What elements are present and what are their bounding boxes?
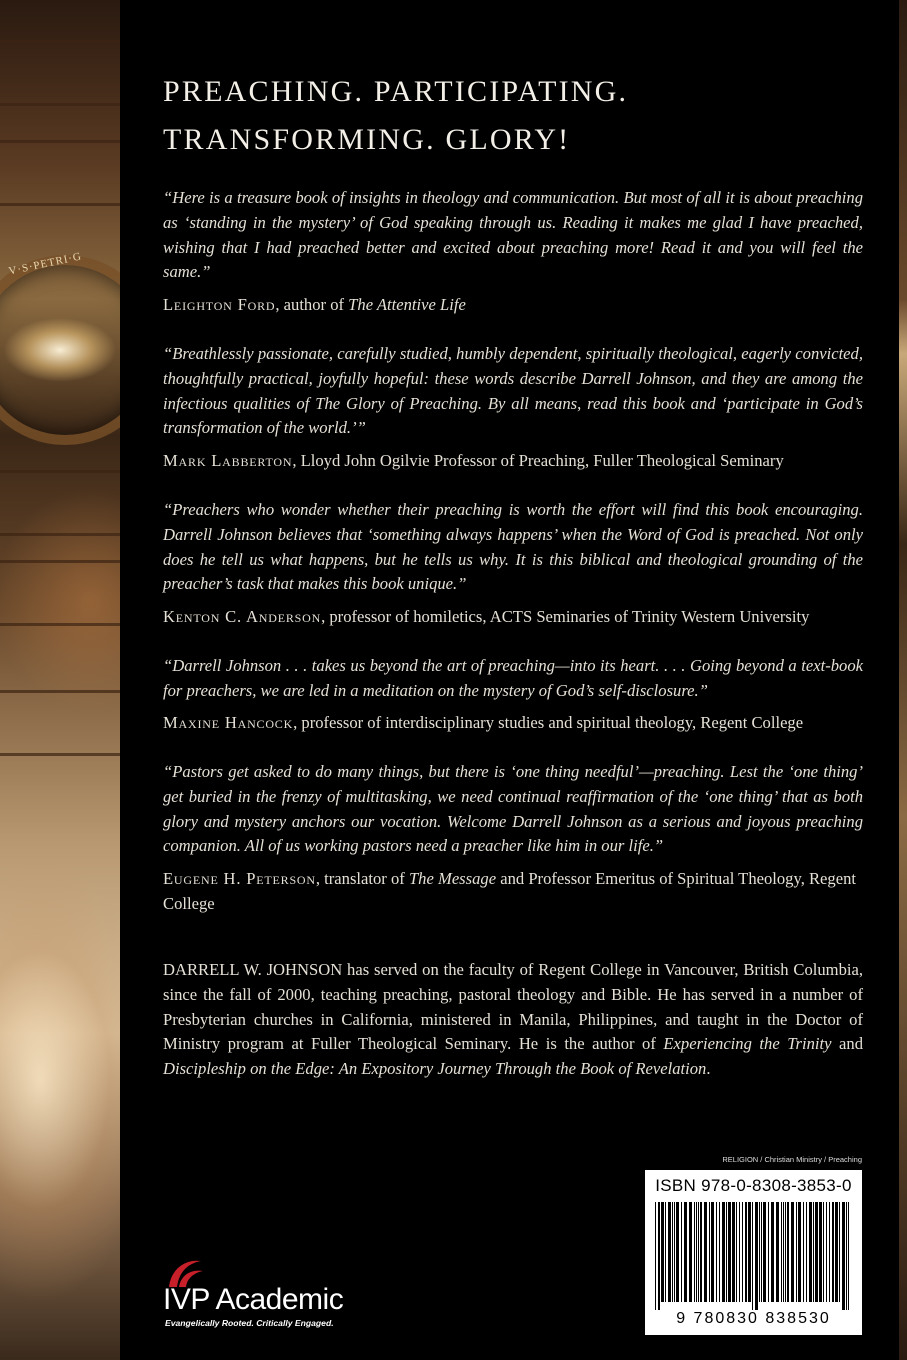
barcode-bar	[709, 1202, 710, 1302]
barcode-bar	[783, 1202, 784, 1302]
author-book-1: Experiencing the Trinity	[663, 1034, 832, 1054]
author-bio-and: and	[831, 1034, 863, 1054]
barcode-bar	[813, 1202, 814, 1302]
barcode-bar	[823, 1202, 824, 1302]
endorser-role-continued: and Professor Emeritus of Spiritual Theology, Regent College	[163, 869, 856, 913]
barcode-bar	[704, 1202, 707, 1302]
endorser-name: Mark Labberton	[163, 451, 293, 470]
barcode-bar	[700, 1202, 702, 1302]
barcode-bar	[759, 1202, 760, 1302]
barcode-bar	[722, 1202, 725, 1302]
barcode-bar	[785, 1202, 786, 1302]
author-name: DARRELL W. JOHNSON	[163, 960, 343, 979]
barcode-bar	[698, 1202, 699, 1302]
barcode-bar	[736, 1202, 737, 1302]
barcode-bar	[665, 1202, 666, 1302]
barcode-graphic	[653, 1202, 853, 1310]
publisher-tagline: Evangelically Rooted. Critically Engaged.	[165, 1318, 334, 1328]
barcode-bar	[755, 1202, 758, 1310]
barcode-bar	[768, 1202, 769, 1302]
barcode-bar	[806, 1202, 807, 1302]
barcode-bar	[732, 1202, 735, 1302]
barcode-bar	[752, 1202, 753, 1310]
endorser-book-title: The Message	[408, 869, 497, 888]
endorser-name: Eugene H. Peterson	[163, 869, 316, 888]
barcode-bar	[719, 1202, 720, 1302]
barcode-bar	[728, 1202, 731, 1302]
isbn-label: ISBN 978-0-8308-3853-0	[655, 1176, 852, 1195]
barcode-bar	[748, 1202, 751, 1302]
cover-headline	[163, 68, 863, 164]
barcode-bar	[674, 1202, 675, 1302]
endorser-name: Kenton C. Anderson	[163, 607, 322, 626]
dome-inscription: V·S·PETRI·G	[7, 250, 83, 278]
barcode-bar	[839, 1202, 840, 1302]
barcode-digits: 9 780830 838530	[676, 1310, 831, 1327]
barcode-bar	[761, 1202, 762, 1302]
barcode-bar	[661, 1202, 664, 1302]
barcode-bar	[763, 1202, 766, 1302]
coffer-band	[0, 690, 120, 756]
barcode-bar	[672, 1202, 673, 1302]
endorser-name: Leighton Ford	[163, 295, 276, 314]
barcode-bar	[745, 1202, 747, 1302]
barcode-bar	[815, 1202, 818, 1302]
isbn-barcode-block	[645, 1170, 862, 1335]
endorsement-quote: “Breathlessly passionate, carefully studied, humbly dependent, spiritually theological, eagerly convicted, thoughtfully practical, joyfully hopeful: these words describe Darrell Johnson, and they are among the infectious qualities of The Glory of Preaching. By all means, read this book and ‘participate in God’s transformation of the world.’”	[163, 344, 863, 438]
barcode-bar	[696, 1202, 697, 1302]
endorser-role: , author of	[275, 295, 349, 314]
barcode-bar	[658, 1202, 660, 1310]
barcode-bar	[726, 1202, 727, 1302]
publisher-logo	[163, 1255, 373, 1327]
barcode-bar	[781, 1202, 782, 1302]
endorser-role: , professor of homiletics, ACTS Seminaries of Trinity Western University	[321, 607, 810, 626]
endorsement-attribution	[163, 293, 863, 318]
coffer-band	[0, 140, 120, 206]
barcode-bar	[829, 1202, 830, 1302]
barcode-bar	[842, 1202, 845, 1310]
endorser-role: , translator of	[315, 869, 409, 888]
endorsement-quote: “Here is a treasure book of insights in theology and communication. But most of all it is about preaching as ‘standing in the mystery’ of God speaking through us. Reading it makes me glad I have preached, wishing that I had preached better and excited about preaching more! Read it and you will feel the same.”	[163, 188, 863, 282]
endorser-book-title: The Attentive Life	[348, 295, 466, 314]
author-bio-end: .	[706, 1059, 711, 1079]
barcode-bar	[681, 1202, 682, 1302]
author-bio	[163, 958, 863, 1082]
barcode-bar	[819, 1202, 822, 1302]
subject-category: RELIGION / Christian Ministry / Preaching	[722, 1155, 862, 1164]
barcode-bar	[668, 1202, 671, 1302]
barcode-bar	[655, 1202, 656, 1310]
barcode-bar	[803, 1202, 804, 1302]
headline-line-2: TRANSFORMING. GLORY!	[163, 123, 571, 156]
headline-line-1: PREACHING. PARTICIPATING.	[163, 75, 629, 108]
barcode-bar	[832, 1202, 834, 1302]
coffer-band	[0, 470, 120, 536]
barcode-bar	[848, 1202, 849, 1310]
barcode-bar	[716, 1202, 717, 1302]
endorsement-attribution	[163, 449, 863, 474]
endorsement-quote: “Preachers who wonder whether their preaching is worth the effort will find this book encouraging. Darrell Johnson believes that ‘something always happens’ when the Word of God is preached. Not only does he tell us what happens, but he tells us why. It is this biblical and theological grounding of the preacher’s task that makes this book unique.”	[163, 500, 863, 594]
coffer-band	[0, 560, 120, 626]
endorser-role: , Lloyd John Ogilvie Professor of Preaching, Fuller Theological Seminary	[292, 451, 784, 470]
barcode-bar	[742, 1202, 743, 1302]
endorsement-attribution	[163, 711, 863, 736]
barcode-bar	[694, 1202, 695, 1302]
barcode-bar	[826, 1202, 827, 1302]
barcode-bar	[771, 1202, 774, 1302]
barcode-bar	[809, 1202, 812, 1302]
barcode-bar	[846, 1202, 847, 1310]
barcode-bar	[791, 1202, 794, 1302]
author-bio-text: has served on the faculty of Regent College in Vancouver, British Columbia, since the fall of 2000, teaching preaching, pastoral theology and Bible. He has served in a number of Presbyterian churches in California, ministered in Manila, Philippines, and taught in the Doctor of Ministry program at Fuller Theological Seminary. He is the author of	[163, 960, 863, 1054]
cover-artwork-dome	[0, 0, 120, 1360]
publisher-name: IVP Academic	[163, 1283, 344, 1316]
endorser-role: , professor of interdisciplinary studies and spiritual theology, Regent College	[293, 713, 804, 732]
cover-artwork-edge	[899, 0, 907, 1360]
endorsement-quote: “Darrell Johnson . . . takes us beyond the art of preaching—into its heart. . . . Going beyond a text-book for preachers, we are led in a meditation on the mystery of God’s self-disclosure.”	[163, 656, 863, 700]
barcode-bar	[787, 1202, 789, 1302]
barcode-bar	[711, 1202, 714, 1302]
endorser-name: Maxine Hancock	[163, 713, 294, 732]
endorsement-attribution	[163, 605, 863, 630]
barcode-bar	[796, 1202, 797, 1302]
barcode-bar	[835, 1202, 838, 1302]
coffer-band	[0, 40, 120, 106]
barcode-bar	[798, 1202, 801, 1302]
barcode-bar	[676, 1202, 679, 1302]
barcode-bar	[689, 1202, 692, 1302]
barcode-bar	[776, 1202, 779, 1302]
barcode-bar	[684, 1202, 687, 1302]
dome-oculus-ring	[0, 255, 120, 445]
barcode-bar	[739, 1202, 740, 1302]
author-book-2: Discipleship on the Edge: An Expository Journey Through the Book of Revelation	[163, 1059, 707, 1079]
endorsement-attribution	[163, 867, 863, 917]
endorsement-quote: “Pastors get asked to do many things, but there is ‘one thing needful’—preaching. Lest the ‘one thing’ get buried in the frenzy of multitasking, we need continual reaffirmation of the ‘one thing’ that as both glory and mystery anchors our vocation. Welcome Darrell Johnson as a serious and joyous preaching companion. All of us working pastors need a preacher like him in our life.”	[163, 762, 863, 856]
